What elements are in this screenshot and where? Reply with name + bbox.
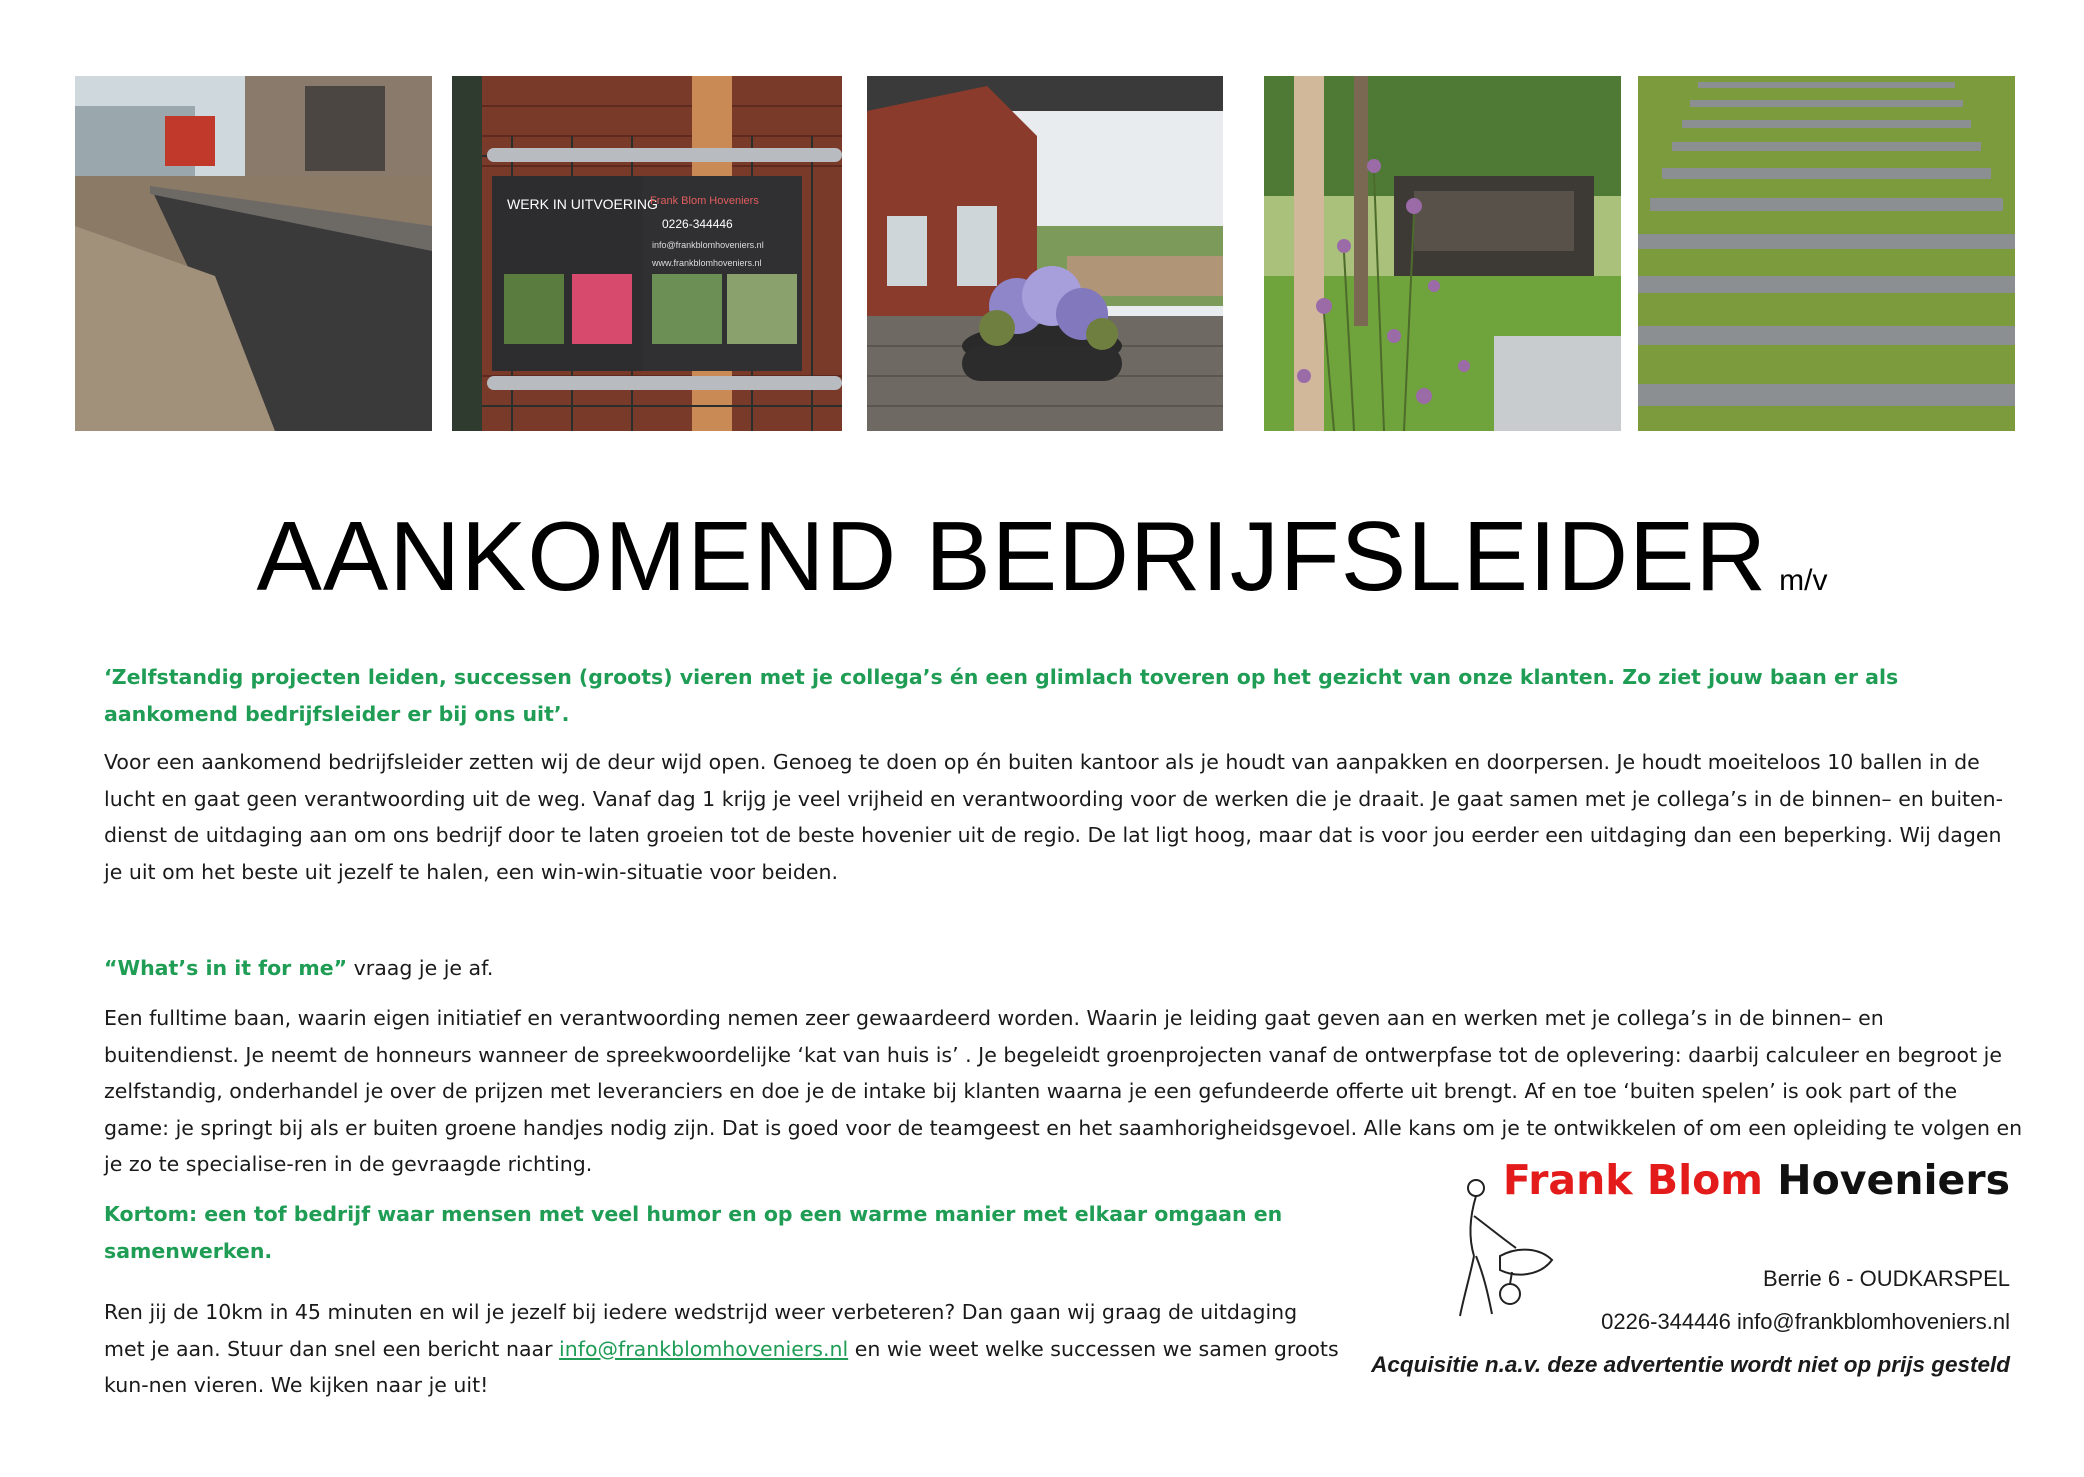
page-title bbox=[0, 500, 2084, 637]
paragraph-3-after: en wie weet welke successen we samen groots kun-nen vieren. We kijken naar je uit! bbox=[104, 1336, 1339, 1397]
company-name bbox=[1503, 1155, 2010, 1205]
title-suffix: m/v bbox=[1779, 564, 1828, 597]
sign-phone: 0226-344446 bbox=[662, 217, 733, 231]
whats-in-it-quote: “What’s in it for me” bbox=[104, 956, 348, 980]
paragraph-2: Een fulltime baan, waarin eigen initiatief en verantwoording nemen zeer gewaardeerd worden. Waarin je leiding gaat geven aan en werken met je collega’s in de binnen– en buitendienst. Je neemt de honneurs wanneer de spreekwoordelijke ‘kat van huis is’ . Je begeleidt groenprojecten vanaf de ontwerpfase tot de oplevering: daarbij calculeer en begroot je zelfstandig, onderhandel je over de prijzen met leveranciers en doe je de intake bij klanten waarna je een gefundeerde offerte uit brengt. Af en toe ‘buiten spelen’ is ook part of the game: je springt bij als er buiten groene handjes nodig zijn. Dat is goed voor de teamgeest en het saamhorigheidsgevoel. Alle kans om je te ontwikkelen of om een opleiding te volgen en je zo te specialise-ren in de gevraagde richting. bbox=[104, 1006, 2023, 1176]
whats-in-it-rest: vraag je je af. bbox=[347, 956, 494, 980]
company-name-black: Hoveniers bbox=[1763, 1156, 2010, 1204]
lawn-paving-strips-photo bbox=[1638, 76, 2015, 431]
company-name-red: Frank Blom bbox=[1502, 1156, 1764, 1204]
sign-brand: Frank Blom Hoveniers bbox=[650, 195, 759, 207]
acquisition-disclaimer: Acquisitie n.a.v. deze advertentie wordt niet op prijs gesteld bbox=[1371, 1352, 2010, 1377]
sign-web: www.frankblomhoveniers.nl bbox=[652, 258, 762, 268]
title-text: AANKOMEND BEDRIJFSLEIDER bbox=[256, 501, 1768, 611]
sign-title: WERK IN UITVOERING bbox=[507, 196, 658, 212]
email-link[interactable]: info@frankblomhoveniers.nl bbox=[559, 1336, 849, 1361]
company-contact: 0226-344446 info@frankblomhoveniers.nl bbox=[1601, 1309, 2010, 1334]
intro-quote: ‘Zelfstandig projecten leiden, successen (groots) vieren met je collega’s én een glimlach toveren op het gezicht van onze klanten. Zo ziet jouw baan er als aankomend bedrijfsleider er bij ons uit’. bbox=[104, 665, 1899, 726]
wheelbarrow-logo-icon bbox=[1440, 1176, 1560, 1321]
paragraph-3-before: Ren jij de 10km in 45 minuten en wil je jezelf bij iedere wedstrijd weer verbeteren? Dan gaan wij graag de uitdaging met je aan. Stuur dan snel een bericht naar bbox=[104, 1300, 1298, 1361]
company-address: Berrie 6 - OUDKARSPEL bbox=[1763, 1266, 2010, 1291]
stone-wall-construction-photo bbox=[75, 76, 432, 431]
kortom-line: Kortom: een tof bedrijf waar mensen met veel humor en op een warme manier met elkaar omgaan en samenwerken. bbox=[104, 1202, 1283, 1263]
sign-email: info@frankblomhoveniers.nl bbox=[652, 240, 764, 250]
garden-flowers-photo bbox=[1264, 76, 1621, 431]
werk-in-uitvoering-sign-photo bbox=[452, 76, 842, 431]
paragraph-3 bbox=[104, 1294, 1344, 1404]
whats-in-it-line bbox=[104, 950, 2004, 987]
terrace-flower-pot-photo bbox=[867, 76, 1223, 431]
paragraph-1: Voor een aankomend bedrijfsleider zetten wij de deur wijd open. Genoeg te doen op én buiten kantoor als je houdt van aanpakken en doorpersen. Je houdt moeiteloos 10 ballen in de lucht en gaat geen verantwoording uit de weg. Vanaf dag 1 krijg je veel vrijheid en verantwoording voor de werken die je draait. Je gaat samen met je collega’s in de binnen– en buiten-dienst de uitdaging aan om ons bedrijf door te laten groeien tot de beste hovenier uit de regio. De lat ligt hoog, maar dat is voor jou eerder een uitdaging dan een beperking. Wij dagen je uit om het beste uit jezelf te halen, een win-win-situatie voor beiden. bbox=[104, 750, 2004, 884]
